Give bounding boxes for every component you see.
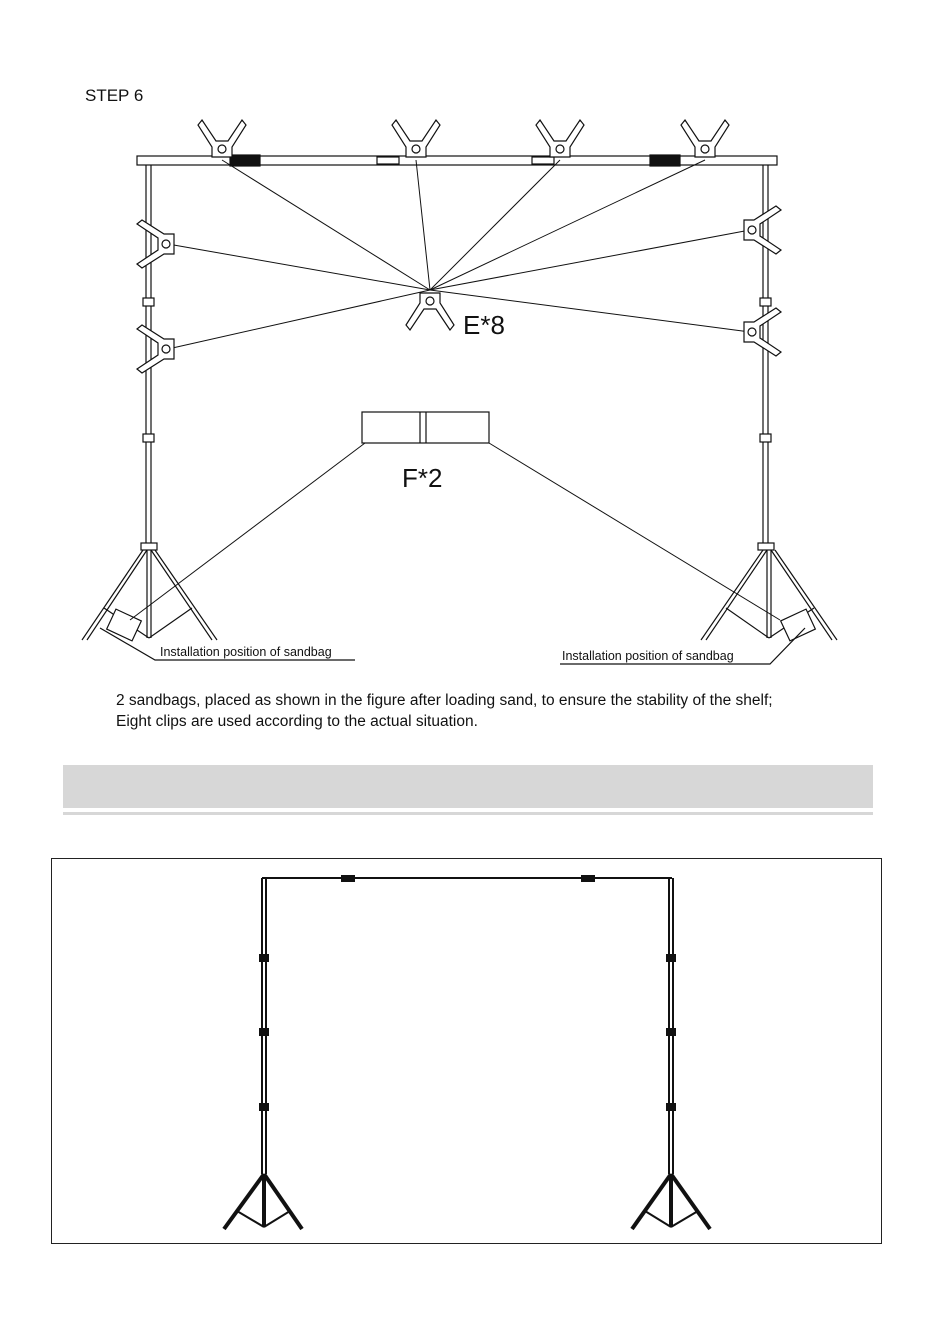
left-sandbag-callout: Installation position of sandbag — [160, 645, 332, 659]
assembled-stand-figure — [51, 858, 882, 1244]
step-title: STEP 6 — [85, 86, 144, 105]
clip-count-label: E*8 — [463, 310, 505, 340]
sandbag-icon — [362, 412, 489, 443]
section-divider-band — [63, 765, 873, 808]
left-tripod — [82, 550, 217, 641]
right-tripod — [701, 550, 837, 641]
crossbar-joint-left — [230, 155, 260, 166]
instruction-line-1: 2 sandbags, placed as shown in the figure after loading sand, to ensure the stability of the shelf; — [116, 692, 773, 709]
crossbar-joint-right — [650, 155, 680, 166]
instruction-note — [116, 690, 773, 732]
instruction-line-2: Eight clips are used according to the actual situation. — [116, 713, 478, 730]
section-divider-line — [63, 812, 873, 815]
right-sandbag-callout: Installation position of sandbag — [562, 649, 734, 663]
sandbag-count-label: F*2 — [402, 463, 443, 493]
backdrop-stand-assembled-icon — [52, 859, 881, 1243]
